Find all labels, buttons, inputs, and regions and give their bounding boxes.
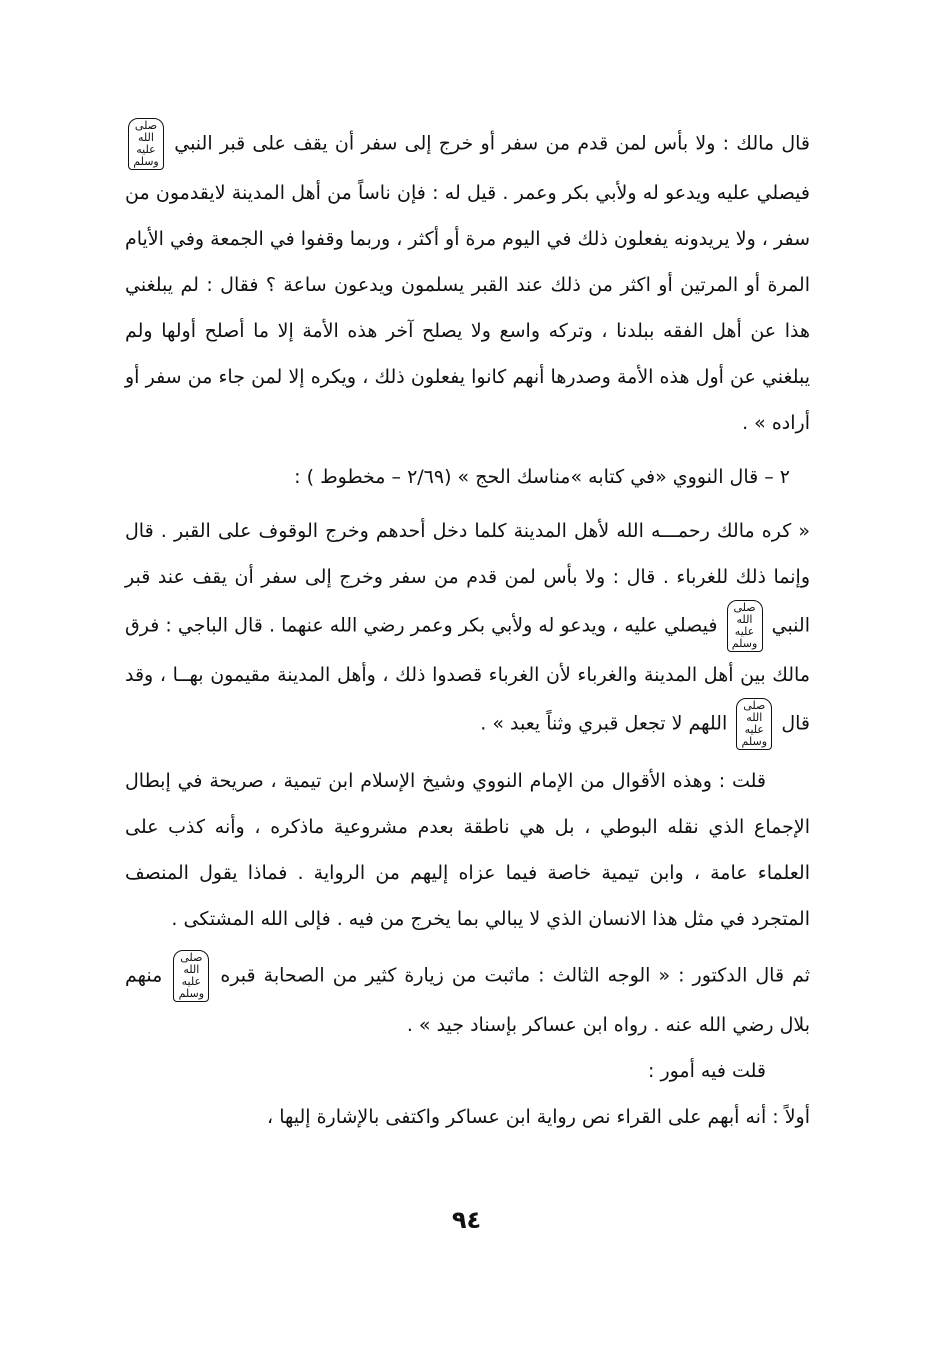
text-run: قلت فيه أمور : <box>648 1060 766 1082</box>
page-body <box>125 118 810 1140</box>
paragraph-first-point <box>125 1094 810 1140</box>
salla-icon: صلى الله عليه وسلم <box>128 118 164 170</box>
paragraph-matters <box>125 1048 810 1094</box>
text-run: « كره مالك رحمـــه الله لأهل المدينة كلما دخل أحدهم وخرج الوقوف على القبر . قال وإنما ذلك للغرباء . قال : ولا بأس لمن قدم من سفر وخرج إلى سفر أن يقف عند قبر النبي <box>125 520 810 637</box>
spacer <box>125 750 810 758</box>
paragraph-nawawi-quote <box>125 508 810 750</box>
text-run: قال مالك : ولا بأس لمن قدم من سفر أو خرج إلى سفر أن يقف على قبر النبي <box>167 132 810 155</box>
salla-icon: صلى الله عليه وسلم <box>727 600 763 652</box>
spacer <box>125 942 810 950</box>
paragraph-malik-quote <box>125 118 810 446</box>
paragraph-commentary <box>125 758 810 942</box>
text-run: قلت : وهذه الأقوال من الإمام النووي وشيخ الإسلام ابن تيمية ، صريحة في إبطال الإجماع الذي نقله البوطي ، بل هي ناطقة بعدم مشروعية ماذكره ، وأنه كذب على العلماء عامة ، وابن تيمية خاصة فيما عزاه إليهم من الرواية . فماذا يقول المنصف المتجرد في مثل هذا الانسان الذي لا يبالي بما يخرج من فيه . فإلى الله المشتكى . <box>125 770 810 930</box>
text-run: أولاً : أنه أبهم على القراء نص رواية ابن عساكر واكتفى بالإشارة إليها ، <box>267 1106 810 1128</box>
paragraph-third-aspect <box>125 950 810 1048</box>
text-run: فيصلي عليه ويدعو له ولأبي بكر وعمر . قيل له : فإن ناساً من أهل المدينة لايقدمون من سفر ، ولا يريدونه يفعلون ذلك في اليوم مرة أو أكثر ، وربما وقفوا في الجمعة وفي الأيام المرة أو المرتين أو اكثر من ذلك عند القبر يسلمون ويدعون ساعة ؟ فقال : لم يبلغني هذا عن أهل الفقه ببلدنا ، وتركه واسع ولا يصلح آخر هذه الأمة إلا ما أصلح أولها ولم يبلغني عن أول هذه الأمة وصدرها أنهم كانوا يفعلون ذلك ، ويكره إلا لمن جاء من سفر أو أراده » . <box>125 182 810 434</box>
section-heading-nawawi <box>125 454 810 500</box>
page-number: ٩٤ <box>451 1206 482 1234</box>
text-run: اللهم لا تجعل قبري وثناً يعبد » . <box>480 712 734 735</box>
spacer <box>125 446 810 454</box>
text-run: فيصلي عليه ، ويدعو له ولأبي بكر وعمر رضي الله عنهما . قال الباجي : فرق مالك بين أهل المدينة والغرباء لأن الغرباء قصدوا ذلك ، وأهل المدينة مقيمون بهــا ، وقد قال <box>125 614 810 735</box>
salla-icon: صلى الله عليه وسلم <box>173 950 209 1002</box>
salla-icon: صلى الله عليه وسلم <box>736 698 772 750</box>
spacer <box>125 500 810 508</box>
text-run: ثم قال الدكتور : « الوجه الثالث : ماثبت من زيارة كثير من الصحابة قبره <box>212 964 811 987</box>
text-run: منهم بلال رضي الله عنه . رواه ابن عساكر بإسناد جيد » . <box>125 964 810 1036</box>
text-run: ٢ – قال النووي «في كتابه »مناسك الحج » (٢/٦٩ – مخطوط ) : <box>294 466 790 488</box>
